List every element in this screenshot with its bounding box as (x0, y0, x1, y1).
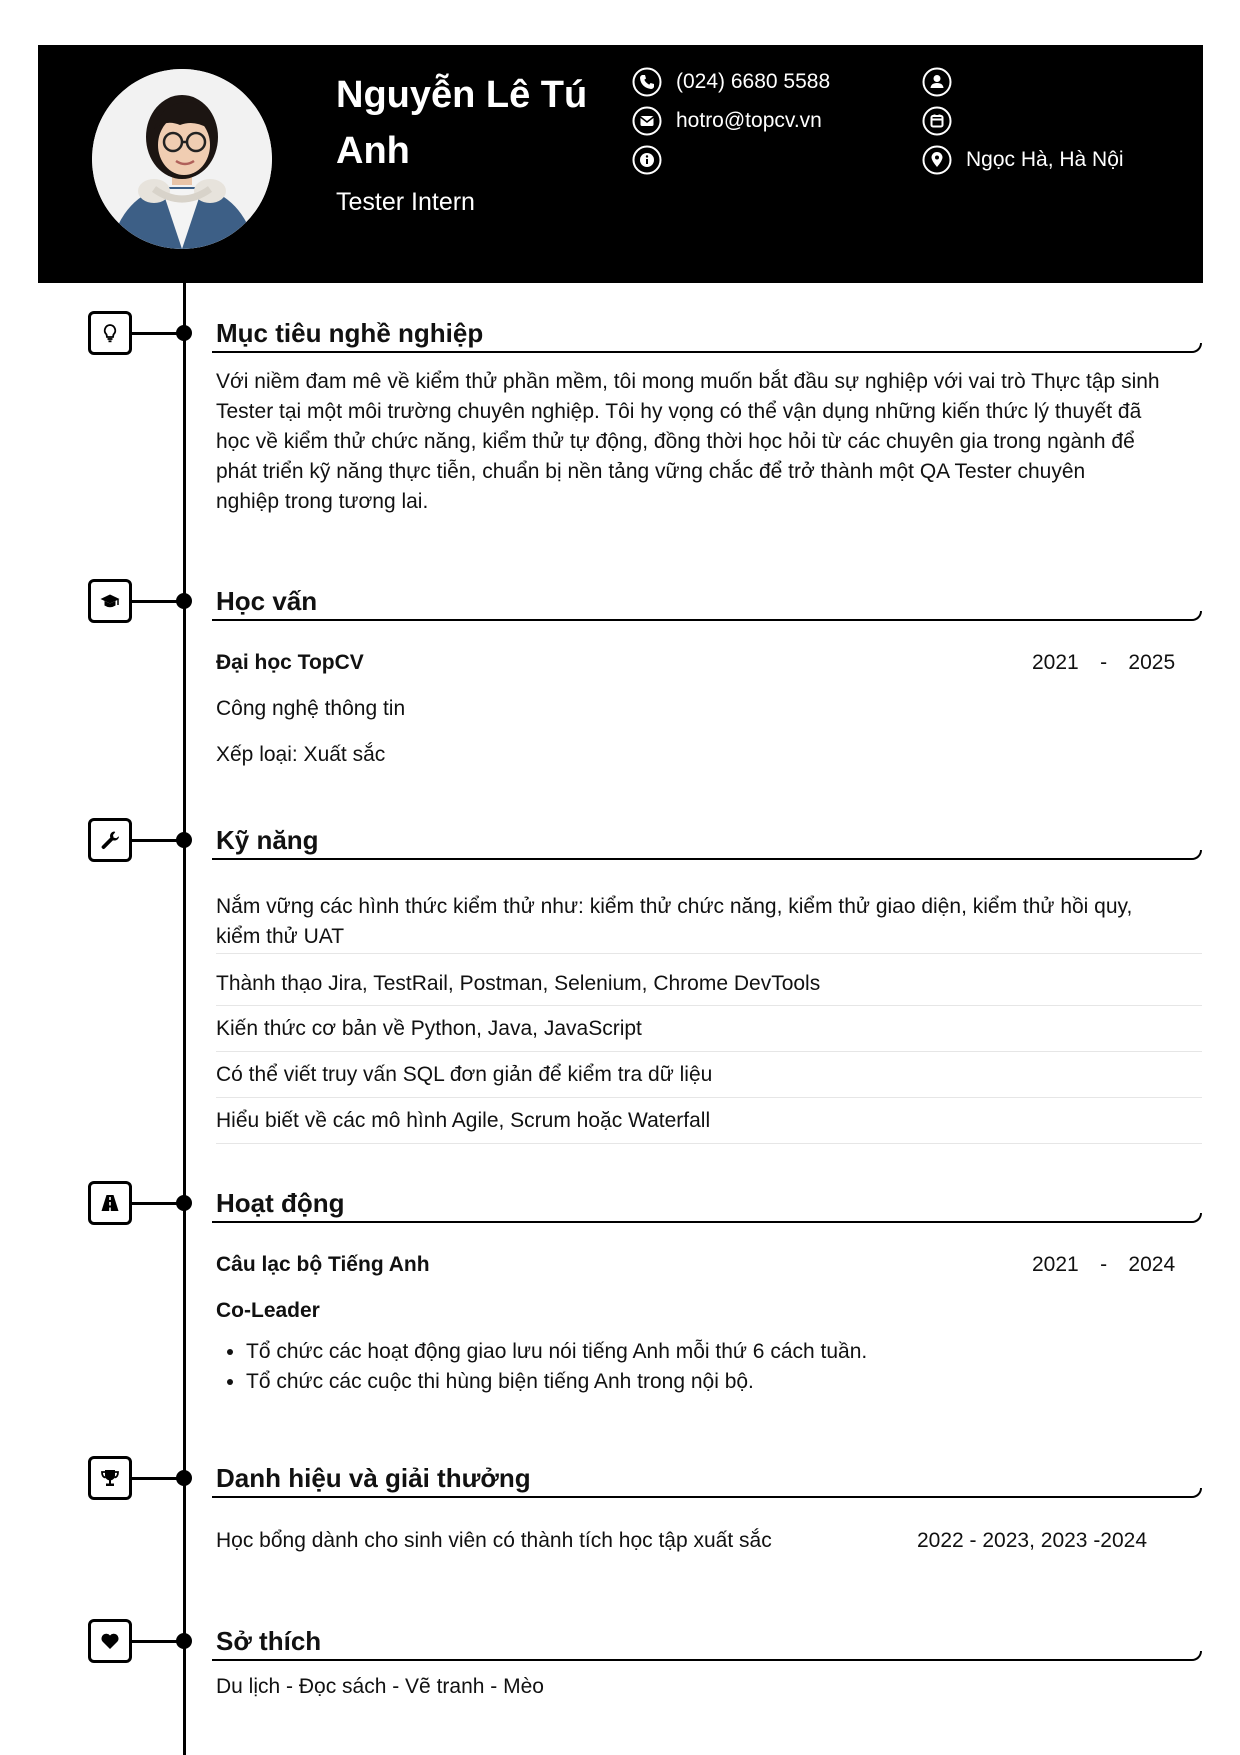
list-item: • Tổ chức các cuộc thi hùng biện tiếng Anh trong nội bộ. (246, 1367, 867, 1397)
school-name: Đại học TopCV (216, 651, 364, 674)
objective-line: Tester tại một môi trường chuyên nghiệp. Tôi hy vọng có thể vận dụng những kiến thức lý thuyết đã (216, 400, 1142, 423)
objective-line: phát triển kỹ năng thực tiễn, chuẩn bị nền tảng vững chắc để trở thành một QA Tester chuyên (216, 460, 1086, 483)
timeline-dot (176, 593, 192, 609)
skill-line: kiểm thử UAT (216, 925, 345, 948)
education-dates (1032, 648, 1175, 678)
objective-line: Với niềm đam mê về kiểm thử phần mềm, tôi mong muốn bắt đầu sự nghiệp với vai trò Thực tập sinh (216, 370, 1160, 393)
timeline-dot (176, 1470, 192, 1486)
location-icon (922, 145, 952, 175)
award-item: Học bổng dành cho sinh viên có thành tích học tập xuất sắc (216, 1529, 772, 1552)
trophy-icon (88, 1456, 132, 1500)
date-end: 2024 (1128, 1253, 1176, 1276)
calendar-icon (922, 106, 952, 136)
award-years: 2022 - 2023, 2023 -2024 (917, 1529, 1148, 1552)
heart-icon (88, 1619, 132, 1663)
section-divider (212, 850, 1202, 860)
avatar-photo (92, 69, 272, 249)
date-separator: - (1100, 1253, 1108, 1276)
section-divider (212, 1651, 1202, 1661)
objective-line: học về kiểm thử chức năng, kiểm thử tự động, đồng thời học hỏi từ các chuyên gia trong ngành để (216, 430, 1135, 453)
activity-dates (1032, 1250, 1175, 1280)
hobbies-text: Du lịch - Đọc sách - Vẽ tranh - Mèo (216, 1675, 544, 1698)
contact-info (632, 145, 676, 175)
section-title-skills: Kỹ năng (216, 825, 319, 855)
skill-item: Có thể viết truy vấn SQL đơn giản để kiểm tra dữ liệu (216, 1060, 1202, 1098)
timeline-dot (176, 325, 192, 341)
section-title-education: Học vấn (216, 586, 318, 616)
section-divider (212, 1488, 1202, 1498)
skill-item: Hiểu biết về các mô hình Agile, Scrum hoặc Waterfall (216, 1106, 1202, 1144)
timeline-dot (176, 832, 192, 848)
avatar (92, 69, 272, 249)
objective-line: nghiệp trong tương lai. (216, 490, 429, 513)
date-end: 2025 (1128, 651, 1176, 674)
road-icon (88, 1181, 132, 1225)
contact-birthday (922, 106, 966, 136)
user-icon (922, 67, 952, 97)
info-icon (632, 145, 662, 175)
grade: Xếp loại: Xuất sắc (216, 743, 386, 766)
email-text: hotro@topcv.vn (676, 109, 822, 132)
skill-item (216, 892, 1202, 954)
timeline-dot (176, 1195, 192, 1211)
wrench-icon (88, 818, 132, 862)
section-title-objective: Mục tiêu nghề nghiệp (216, 318, 484, 348)
activity-bullets (228, 1337, 867, 1397)
address-text: Ngọc Hà, Hà Nội (966, 148, 1124, 171)
job-title: Tester Intern (336, 188, 475, 216)
timeline-line (183, 283, 186, 1755)
skill-item: Thành thạo Jira, TestRail, Postman, Selenium, Chrome DevTools (216, 969, 1202, 1006)
lightbulb-icon (88, 311, 132, 355)
section-divider (212, 343, 1202, 353)
section-title-hobbies: Sở thích (216, 1626, 322, 1656)
section-divider (212, 1213, 1202, 1223)
contact-email (632, 106, 822, 136)
section-title-activities: Hoạt động (216, 1188, 345, 1218)
section-title-awards: Danh hiệu và giải thưởng (216, 1463, 531, 1493)
date-start: 2021 (1032, 651, 1079, 674)
contact-user (922, 67, 966, 97)
contact-phone (632, 67, 830, 97)
activity-org: Câu lạc bộ Tiếng Anh (216, 1253, 430, 1276)
skill-item: Kiến thức cơ bản về Python, Java, JavaScript (216, 1014, 1202, 1052)
date-separator: - (1100, 651, 1108, 674)
activity-role: Co-Leader (216, 1299, 320, 1322)
phone-text: (024) 6680 5588 (676, 70, 831, 93)
graduation-cap-icon (88, 579, 132, 623)
timeline-dot (176, 1633, 192, 1649)
date-start: 2021 (1032, 1253, 1079, 1276)
list-item: • Tổ chức các hoạt động giao lưu nói tiếng Anh mỗi thứ 6 cách tuần. (246, 1337, 867, 1367)
full-name: Nguyễn Lê Tú Anh (336, 74, 588, 172)
skill-line: Nắm vững các hình thức kiểm thử như: kiểm thử chức năng, kiểm thử giao diện, kiểm thử hồi quy, (216, 895, 1133, 918)
major: Công nghệ thông tin (216, 697, 406, 720)
cv-header (38, 45, 1203, 283)
section-divider (212, 611, 1202, 621)
phone-icon (632, 67, 662, 97)
email-icon (632, 106, 662, 136)
contact-address (922, 145, 1124, 175)
